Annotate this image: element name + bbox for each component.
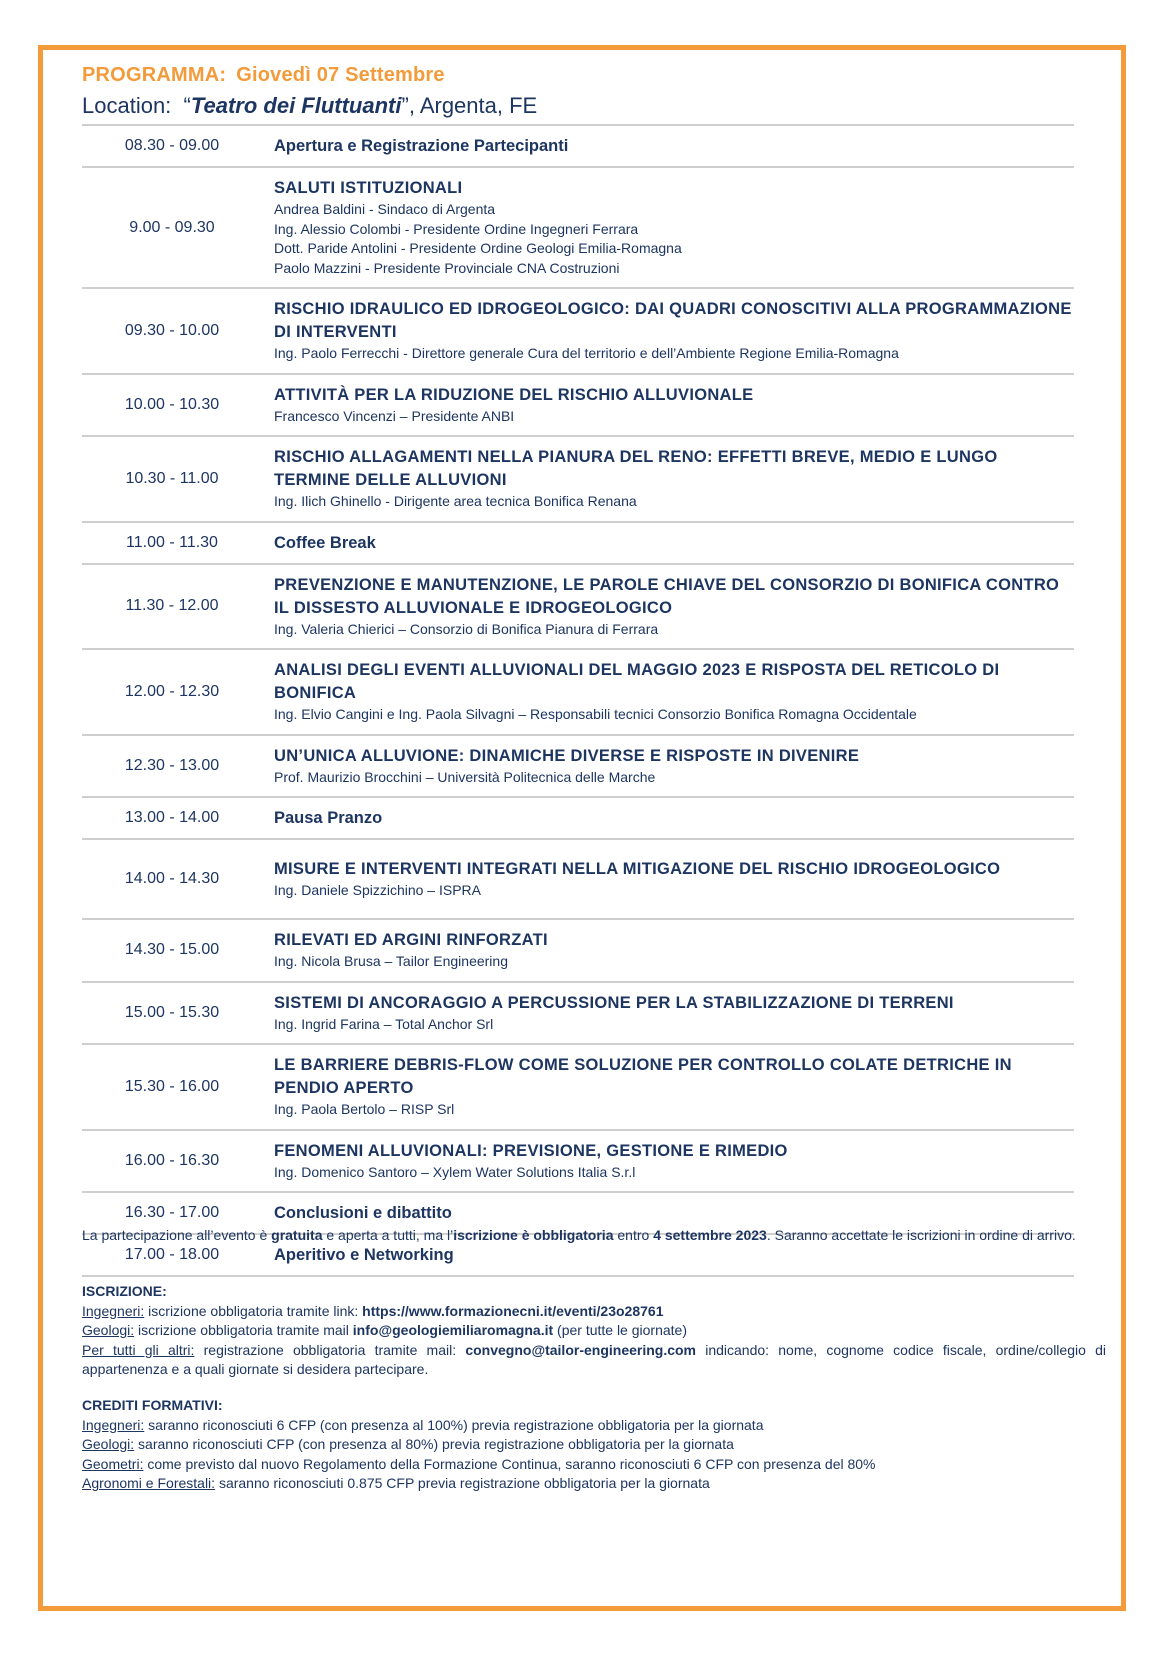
session-time: 10.30 - 11.00 — [82, 436, 262, 522]
speaker: Andrea Baldini - Sindaco di Argenta — [274, 201, 496, 217]
speaker: Ing. Nicola Brusa – Tailor Engineering — [274, 953, 508, 969]
session-time: 11.00 - 11.30 — [82, 522, 262, 564]
speaker: Dott. Paride Antolini - Presidente Ordine Geologi Emilia-Romagna — [274, 240, 682, 256]
speaker: Ing. Ingrid Farina – Total Anchor Srl — [274, 1015, 494, 1032]
session-title: MISURE E INTERVENTI INTEGRATI NELLA MITIGAZIONE DEL RISCHIO IDROGEOLOGICO — [274, 859, 1001, 878]
credit-item: Ingegneri: saranno riconosciuti 6 CFP (con presenza al 100%) previa registrazione obbligatoria per la giornata — [82, 1416, 764, 1433]
session-title: PREVENZIONE E MANUTENZIONE, LE PAROLE CHIAVE DEL CONSORZIO DI BONIFICA CONTRO IL DISSESTO ALLUVIONALE E IDROGEOLOGICO — [274, 575, 1060, 617]
registration-altri: Per tutti gli altri: registrazione obbligatoria tramite mail: convegno@tailor-engineering.com indicando: nome, cognome codice fiscale, ordine/collegio di appartenenza e a quali giornate si desidera partecipare. — [82, 1341, 1106, 1377]
schedule-row — [82, 374, 1074, 437]
session-title: FENOMENI ALLUVIONALI: PREVISIONE, GESTIONE E RIMEDIO — [274, 1141, 788, 1160]
schedule-row — [82, 919, 1074, 982]
session-time: 12.00 - 12.30 — [82, 649, 262, 735]
speaker: Ing. Paolo Ferrecchi - Direttore generale Cura del territorio e dell’Ambiente Regione Emilia-Romagna — [274, 345, 899, 361]
speaker: Ing. Domenico Santoro – Xylem Water Solutions Italia S.r.l — [274, 1163, 636, 1180]
schedule-row — [82, 649, 1074, 735]
registration-ingegneri: Ingegneri: iscrizione obbligatoria tramite link: https://www.formazionecni.it/eventi/23o28761 — [82, 1302, 664, 1319]
schedule-row — [82, 564, 1074, 650]
session-time: 09.30 - 10.00 — [82, 288, 262, 374]
location-line — [82, 93, 537, 119]
speaker: Paolo Mazzini - Presidente Provinciale CNA Costruzioni — [274, 259, 620, 276]
session-time: 15.30 - 16.00 — [82, 1044, 262, 1130]
session-time: 13.00 - 14.00 — [82, 797, 262, 839]
tailor-email[interactable]: convegno@tailor-engineering.com — [465, 1341, 697, 1358]
credit-item: Geometri: come previsto dal nuovo Regolamento della Formazione Continua, saranno riconosciuti 6 CFP con presenza del 80% — [82, 1455, 876, 1472]
speaker: Prof. Maurizio Brocchini – Università Politecnica delle Marche — [274, 768, 656, 785]
program-title — [82, 64, 445, 87]
credit-item: Geologi: saranno riconosciuti CFP (con presenza al 80%) previa registrazione obbligatoria per la giornata — [82, 1436, 734, 1452]
session-title: SALUTI ISTITUZIONALI — [274, 179, 463, 197]
registration-link[interactable]: https://www.formazionecni.it/eventi/23o28761 — [362, 1302, 664, 1319]
session-title: SISTEMI DI ANCORAGGIO A PERCUSSIONE PER LA STABILIZZAZIONE DI TERRENI — [274, 993, 954, 1012]
session-time: 10.00 - 10.30 — [82, 374, 262, 437]
session-time: 14.00 - 14.30 — [82, 839, 262, 919]
session-title: ATTIVITÀ PER LA RIDUZIONE DEL RISCHIO ALLUVIONALE — [274, 385, 754, 404]
event-date: Giovedì 07 Settembre — [236, 64, 445, 86]
schedule-row — [82, 1130, 1074, 1193]
close-quote: ” — [401, 93, 409, 118]
schedule-row — [82, 125, 1074, 167]
schedule-row — [82, 1044, 1074, 1130]
participation-note: La partecipazione all’evento è gratuita e aperta a tutti, ma l’iscrizione è obbligatoria entro 4 settembre 2023. Saranno accettate le iscrizioni in ordine di arrivo. — [82, 1227, 1076, 1243]
speaker: Ing. Alessio Colombi - Presidente Ordine Ingegneri Ferrara — [274, 220, 639, 237]
schedule-row — [82, 839, 1074, 919]
free-label: gratuita — [271, 1227, 323, 1243]
session-time: 12.30 - 13.00 — [82, 735, 262, 798]
registration-geologi: Geologi: iscrizione obbligatoria tramite mail info@geologiemiliaromagna.it (per tutte le giornate) — [82, 1322, 687, 1338]
venue-name: Teatro dei Fluttuanti — [190, 93, 402, 118]
location-label: Location: — [82, 93, 172, 118]
session-title: Aperitivo e Networking — [274, 1246, 454, 1264]
deadline: 4 settembre 2023 — [653, 1227, 767, 1243]
session-time: 15.00 - 15.30 — [82, 982, 262, 1045]
session-title: RISCHIO ALLAGAMENTI NELLA PIANURA DEL RENO: EFFETTI BREVE, MEDIO E LUNGO TERMINE DELLE ALLUVIONI — [274, 448, 998, 489]
schedule-row — [82, 982, 1074, 1045]
schedule-row — [82, 797, 1074, 839]
schedule-row — [82, 436, 1074, 522]
speaker: Ing. Paola Bertolo – RISP Srl — [274, 1101, 455, 1117]
session-title: RISCHIO IDRAULICO ED IDROGEOLOGICO: DAI QUADRI CONOSCITIVI ALLA PROGRAMMAZIONE DI INTERVENTI — [274, 300, 1072, 341]
session-time: 17.00 - 18.00 — [82, 1234, 262, 1276]
session-time: 9.00 - 09.30 — [82, 167, 262, 288]
geologi-email[interactable]: info@geologiemiliaromagna.it — [352, 1322, 554, 1338]
schedule-row — [82, 167, 1074, 288]
schedule-row — [82, 735, 1074, 798]
session-title: ANALISI DEGLI EVENTI ALLUVIONALI DEL MAGGIO 2023 E RISPOSTA DEL RETICOLO DI BONIFICA — [274, 661, 1000, 702]
credits-section — [82, 1396, 1106, 1494]
session-title: Coffee Break — [274, 533, 376, 552]
session-title: Apertura e Registrazione Partecipanti — [274, 137, 569, 155]
session-title: Pausa Pranzo — [274, 809, 383, 827]
session-time: 16.00 - 16.30 — [82, 1130, 262, 1193]
speaker: Francesco Vincenzi – Presidente ANBI — [274, 407, 515, 424]
venue-city: , Argenta, FE — [408, 93, 538, 118]
speaker: Ing. Ilich Ghinello - Dirigente area tecnica Bonifica Renana — [274, 493, 637, 509]
session-title: RILEVATI ED ARGINI RINFORZATI — [274, 931, 548, 949]
speaker: Ing. Daniele Spizzichino – ISPRA — [274, 881, 481, 898]
session-time: 14.30 - 15.00 — [82, 919, 262, 982]
credits-heading: CREDITI FORMATIVI: — [82, 1397, 223, 1413]
session-title: UN’UNICA ALLUVIONE: DINAMICHE DIVERSE E RISPOSTE IN DIVENIRE — [274, 746, 860, 765]
schedule-row — [82, 522, 1074, 564]
programma-label: PROGRAMMA: — [82, 64, 227, 86]
credit-item: Agronomi e Forestali: saranno riconosciuti 0.875 CFP previa registrazione obbligatoria per la giornata — [82, 1475, 710, 1491]
schedule-row — [82, 288, 1074, 374]
session-title: Conclusioni e dibattito — [274, 1204, 452, 1222]
open-quote: “ — [183, 93, 191, 118]
schedule-table — [82, 124, 1074, 1277]
speaker: Ing. Valeria Chierici – Consorzio di Bonifica Pianura di Ferrara — [274, 620, 659, 637]
registration-section — [82, 1282, 1106, 1380]
session-time: 08.30 - 09.00 — [82, 125, 262, 167]
mandatory-label: iscrizione è obbligatoria — [453, 1227, 614, 1243]
session-time: 16.30 - 17.00 — [82, 1192, 262, 1234]
speaker: Ing. Elvio Cangini e Ing. Paola Silvagni – Responsabili tecnici Consorzio Bonifica Romagna Occidentale — [274, 706, 917, 722]
session-title: LE BARRIERE DEBRIS-FLOW COME SOLUZIONE PER CONTROLLO COLATE DETRICHE IN PENDIO APERTO — [274, 1056, 1012, 1097]
session-time: 11.30 - 12.00 — [82, 564, 262, 650]
registration-heading: ISCRIZIONE: — [82, 1283, 167, 1299]
